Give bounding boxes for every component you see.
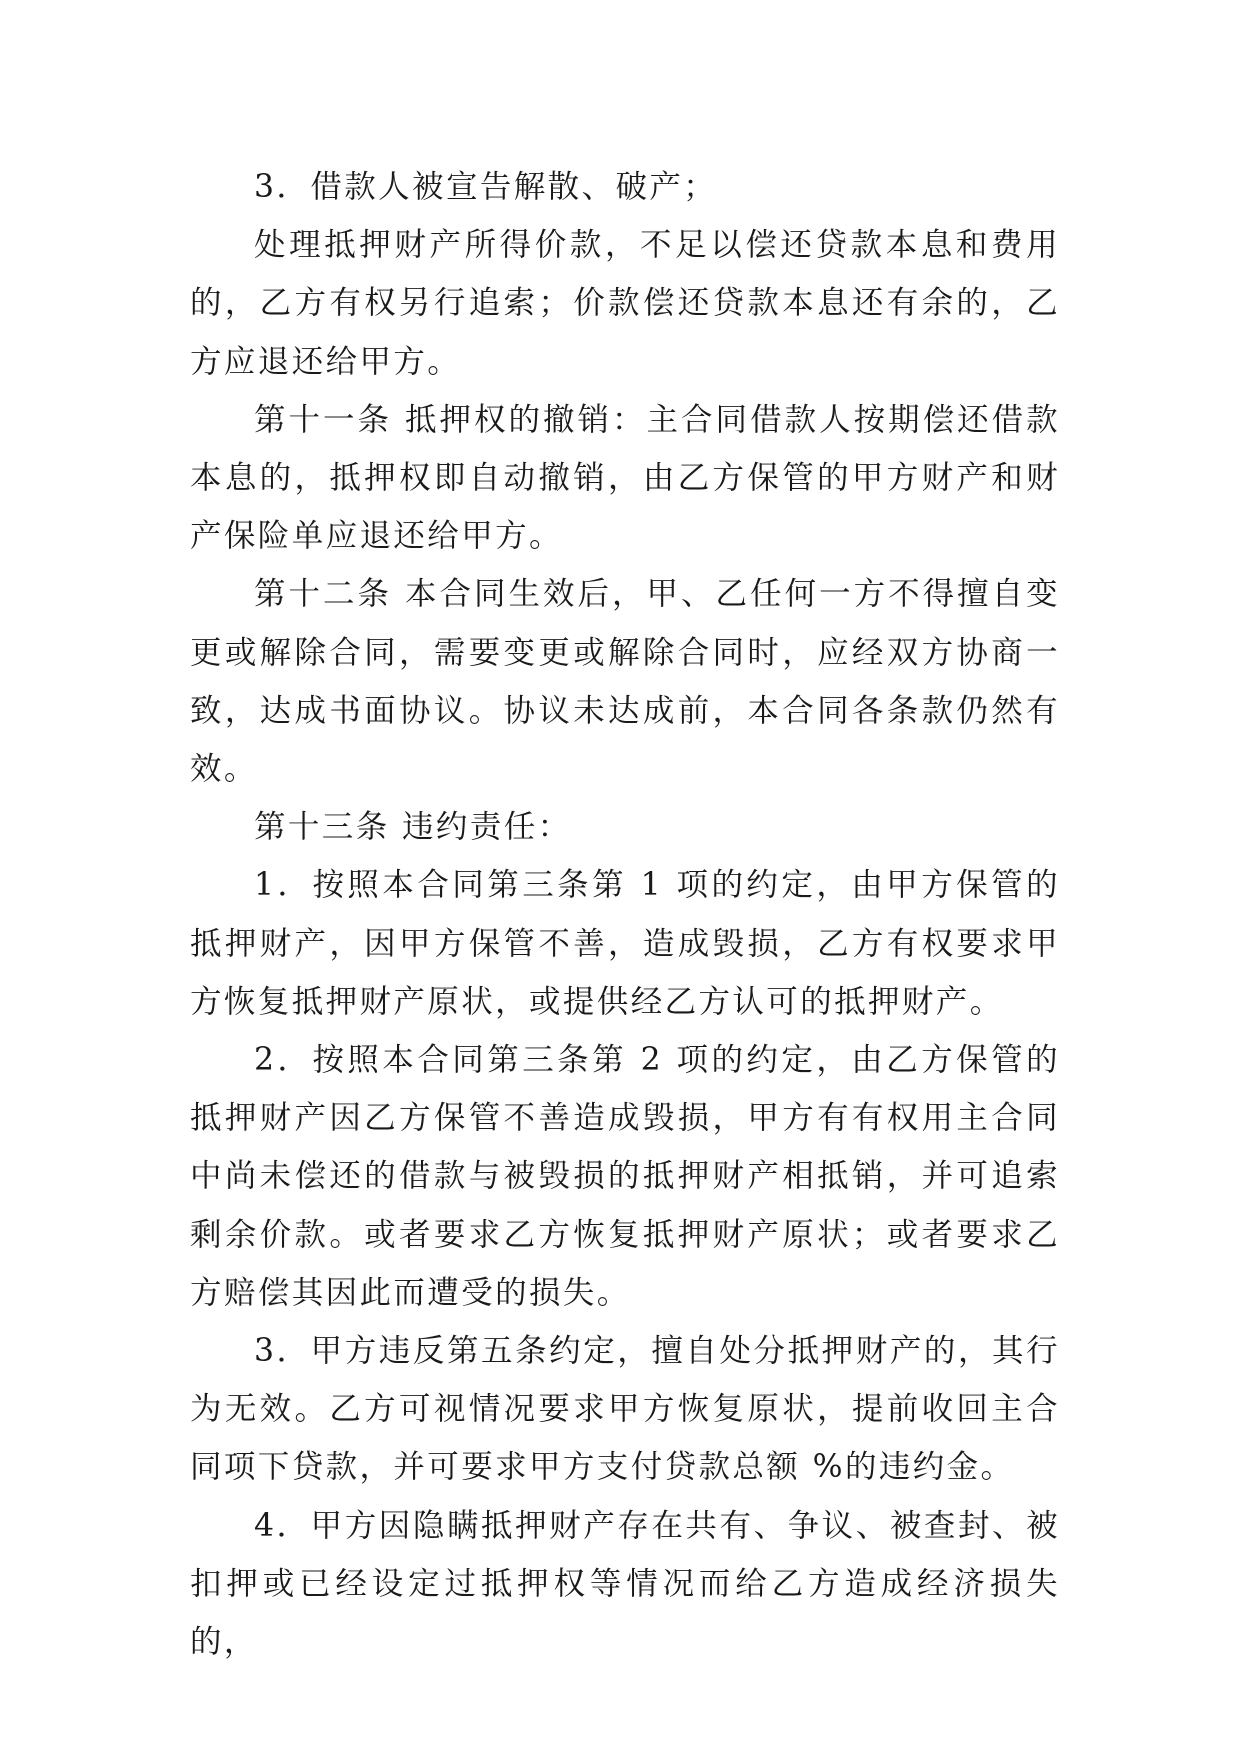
paragraph-disposal-proceeds: 处理抵押财产所得价款，不足以偿还贷款本息和费用的，乙方有权另行追索；价款偿还贷款本息还有余的，乙方应退还给甲方。 [190,227,1060,380]
paragraph-liability-4: 4．甲方因隐瞒抵押财产存在共有、争议、被查封、被扣押或已经设定过抵押权等情况而给乙方造成经济损失的， [190,1507,1060,1661]
paragraph-item-3-bankruptcy: 3．借款人被宣告解散、破产； [254,169,718,205]
paragraph-article-11: 第十一条 抵押权的撤销：主合同借款人按期偿还借款本息的，抵押权即自动撤销，由乙方保管的甲方财产和财产保险单应退还给甲方。 [190,401,1060,555]
paragraph-liability-2: 2．按照本合同第三条第 2 项的约定，由乙方保管的抵押财产因乙方保管不善造成毁损，甲方有有权用主合同中尚未偿还的借款与被毁损的抵押财产相抵销，并可追索剩余价款。或者要求乙方恢复抵押财产原状；或者要求乙方赔偿其因此而遭受的损失。 [190,1042,1060,1311]
paragraph-liability-1: 1．按照本合同第三条第 1 项的约定，由甲方保管的抵押财产，因甲方保管不善，造成毁损，乙方有权要求甲方恢复抵押财产原状，或提供经乙方认可的抵押财产。 [190,867,1060,1020]
document-body [190,158,1060,1671]
paragraph-article-12: 第十二条 本合同生效后，甲、乙任何一方不得擅自变更或解除合同，需要变更或解除合同时，应经双方协商一致，达成书面协议。协议未达成前，本合同各条款仍然有效。 [190,576,1060,788]
paragraph-liability-3: 3．甲方违反第五条约定，擅自处分抵押财产的，其行为无效。乙方可视情况要求甲方恢复原状，提前收回主合同项下贷款，并可要求甲方支付贷款总额 %的违约金。 [190,1333,1060,1486]
paragraph-article-13-heading: 第十三条 违约责任： [254,809,572,846]
